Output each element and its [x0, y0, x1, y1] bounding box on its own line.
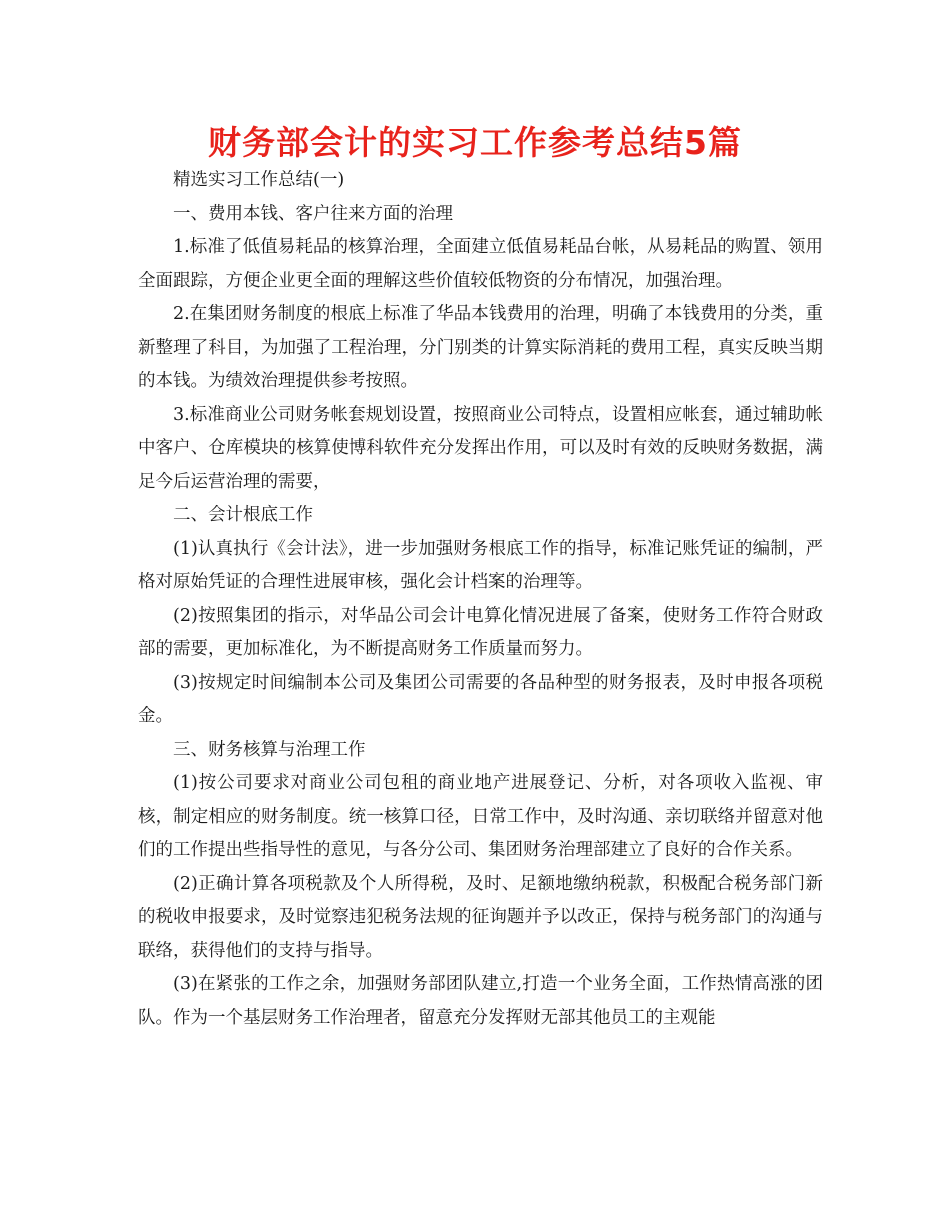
body-paragraph: 2.在集团财务制度的根底上标准了华品本钱费用的治理，明确了本钱费用的分类，重新整理了科目，为加强了工程治理，分门别类的计算实际消耗的费用工程，真实反映当期的本钱。为绩效治理提供参考按照。: [138, 304, 823, 391]
section-heading-2: 二、会计根底工作: [173, 505, 313, 525]
body-paragraph: (3)在紧张的工作之余，加强财务部团队建立,打造一个业务全面，工作热情高涨的团队。作为一个基层财务工作治理者，留意充分发挥财无部其他员工的主观能: [138, 974, 823, 1028]
body-paragraph: (1)按公司要求对商业公司包租的商业地产进展登记、分析，对各项收入监视、审核，制定相应的财务制度。统一核算口径，日常工作中，及时沟通、亲切联络并留意对他们的工作提出些指导性的意见，与各分公司、集团财务治理部建立了良好的合作关系。: [138, 773, 823, 860]
body-paragraph: (2)正确计算各项税款及个人所得税，及时、足额地缴纳税款，积极配合税务部门新的税收申报要求，及时觉察违犯税务法规的征询题并予以改正，保持与税务部门的沟通与联络，获得他们的支持与指导。: [138, 873, 823, 961]
body-paragraph: (1)认真执行《会计法》，进一步加强财务根底工作的指导，标准记账凭证的编制，严格对原始凭证的合理性进展审核，强化会计档案的治理等。: [138, 538, 823, 592]
body-paragraph: (3)按规定时间编制本公司及集团公司需要的各品种型的财务报表，及时申报各项税金。: [138, 672, 823, 726]
document-title: 财务部会计的实习工作参考总结5篇: [208, 123, 742, 162]
section-subtitle: 精选实习工作总结(一): [173, 170, 345, 190]
document-body: [138, 164, 823, 1035]
body-paragraph: 1.标准了低值易耗品的核算治理，全面建立低值易耗品台帐，从易耗品的购置、领用全面跟踪，方便企业更全面的理解这些价值较低物资的分布情况，加强治理。: [138, 237, 823, 291]
section-heading-1: 一、费用本钱、客户往来方面的治理: [173, 203, 453, 224]
body-paragraph: (2)按照集团的指示，对华品公司会计电算化情况进展了备案，使财务工作符合财政部的需要，更加标准化，为不断提高财务工作质量而努力。: [138, 605, 823, 659]
section-heading-3: 三、财务核算与治理工作: [173, 739, 366, 760]
body-paragraph: 3.标准商业公司财务帐套规划设置，按照商业公司特点，设置相应帐套，通过辅助帐中客户、仓库模块的核算使博科软件充分发挥出作用，可以及时有效的反映财务数据，满足今后运营治理的需要，: [138, 404, 823, 492]
